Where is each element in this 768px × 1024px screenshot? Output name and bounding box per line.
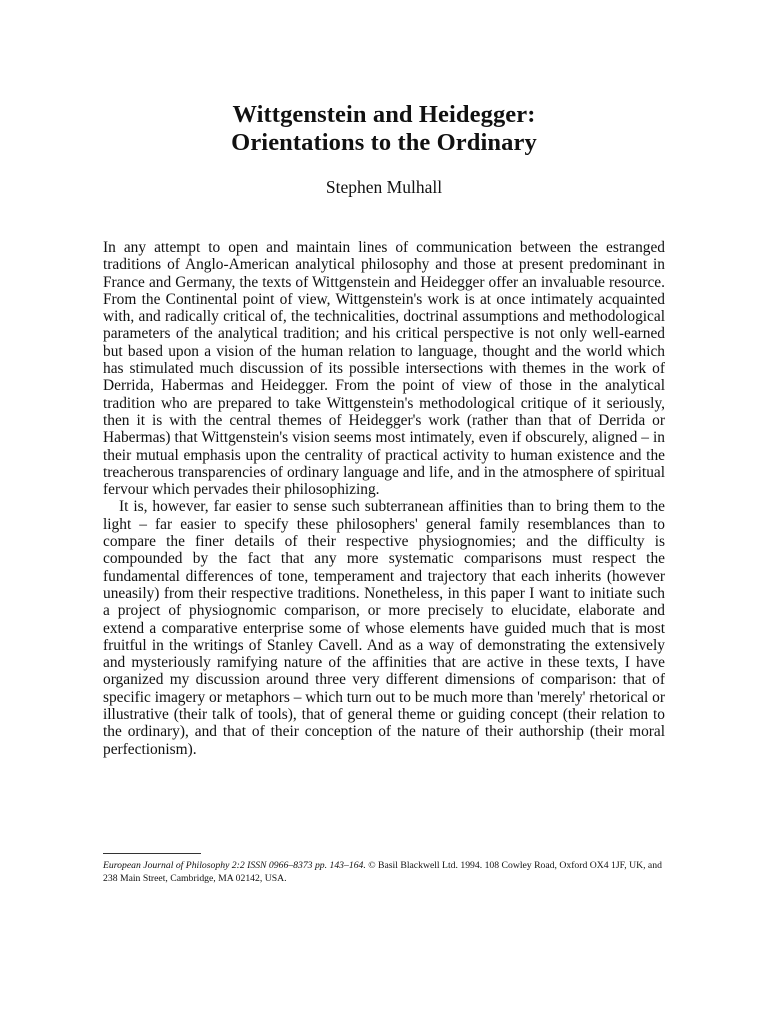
article-title xyxy=(0,101,768,157)
body-paragraph-2: It is, however, far easier to sense such subterranean affinities than to bring them to the light – far easier to specify these philosophers' general family resemblances than to compare the finer details of their respective physiognomies; and the difficulty is compounded by the fact that any more systematic comparisons must respect the fundamental differences of tone, temperament and trajectory that each inherits (however uneasily) from their respective traditions. Nonetheless, in this paper I want to initiate such a project of physiognomic comparison, or more precisely to elucidate, elaborate and extend a comparative enterprise some of whose elements have guided much that is most fruitful in the writings of Stanley Cavell. And as a way of demonstrating the extensively and mysteriously ramifying nature of the affinities that are active in these texts, I have organized my discussion around three very different dimensions of comparison: that of specific imagery or metaphors – which turn out to be much more than 'merely' rhetorical or illustrative (their talk of tools), that of general theme or guiding concept (their relation to the ordinary), and that of their conception of the nature of their authorship (their moral perfectionism). xyxy=(103,498,665,758)
footnote-divider xyxy=(103,853,201,854)
article-body xyxy=(103,239,665,758)
author-name: Stephen Mulhall xyxy=(325,177,443,197)
article-title-line-2: Orientations to the Ordinary xyxy=(231,129,537,156)
article-title-line-1: Wittgenstein and Heidegger: xyxy=(232,101,536,128)
footnote-publisher-info: © Basil Blackwell Ltd. 1994. 108 Cowley Road, Oxford OX4 1JF, UK, and 238 Main Street, Cambridge, MA 02142, USA. xyxy=(103,860,662,884)
footnote-journal-citation: European Journal of Philosophy 2:2 ISSN 0966–8373 pp. 143–164. xyxy=(103,860,366,871)
footnote xyxy=(103,860,665,885)
body-paragraph-1: In any attempt to open and maintain lines of communication between the estranged traditions of Anglo-American analytical philosophy and those at present predominant in France and Germany, the texts of Wittgenstein and Heidegger offer an invaluable resource. From the Continental point of view, Wittgenstein's work is at once intimately acquainted with, and radically critical of, the technicalities, doctrinal assumptions and methodological parameters of the analytical tradition; and his critical perspective is not only well-earned but based upon a vision of the human relation to language, thought and the world which has stimulated much discussion of its possible intersections with themes in the work of Derrida, Habermas and Heidegger. From the point of view of those in the analytical tradition who are prepared to take Wittgenstein's methodological critique of it seriously, then it is with the central themes of Heidegger's work (rather than that of Derrida or Habermas) that Wittgenstein's vision seems most intimately, even if obscurely, aligned – in their mutual emphasis upon the centrality of practical activity to human existence and the treacherous transparencies of ordinary language and life, and in the atmosphere of spiritual fervour which pervades their philosophizing. xyxy=(103,239,665,499)
